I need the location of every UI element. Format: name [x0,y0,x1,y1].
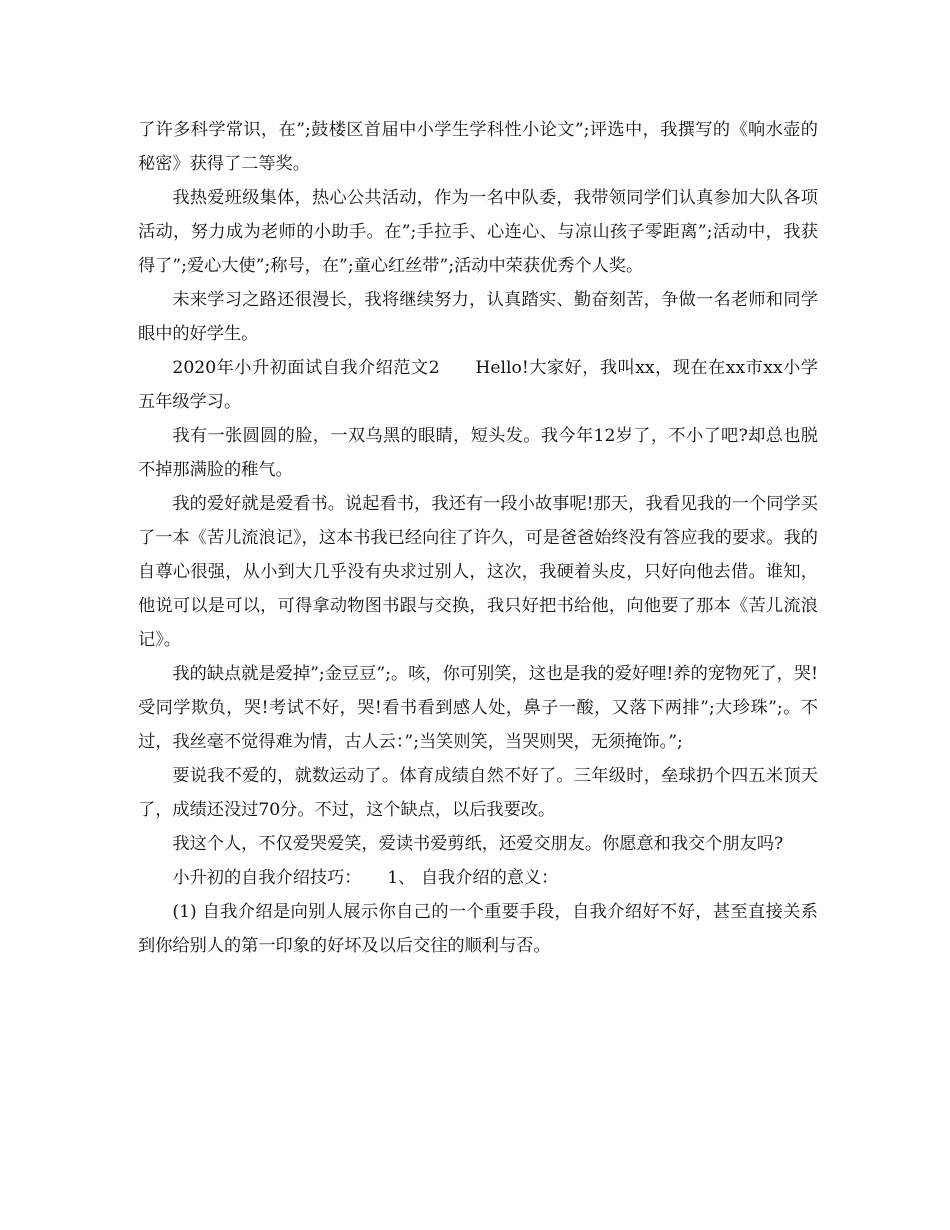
paragraph-hobby-reading: 我的爱好就是爱看书。说起看书，我还有一段小故事呢!那天，我看见我的一个同学买了一本《苦儿流浪记》，这本书我已经向往了许久，可是爸爸始终没有答应我的要求。我的自尊心很强，从小到大几乎没有央求过别人，这次，我硬着头皮，只好向他去借。谁知，他说可以是可以，可得拿动物图书跟与交换，我只好把书给他，向他要了那本《苦儿流浪记》。 [138,494,818,650]
paragraph-dislike-sports: 要说我不爱的，就数运动了。体育成绩自然不好了。三年级时，垒球扔个四五米顶天了，成绩还没过70分。不过，这个缺点，以后我要改。 [138,766,818,820]
paragraph-tip-1: (1) 自我介绍是向别人展示你自己的一个重要手段，自我介绍好不好，甚至直接关系到你给别人的第一印象的好坏及以后交往的顺利与否。 [138,902,818,956]
paragraph-class-activities: 我热爱班级集体，热心公共活动，作为一名中队委，我带领同学们认真参加大队各项活动，努力成为老师的小助手。在”;手拉手、心连心、与凉山孩子零距离”;活动中，我获得了”;爱心大使”;称号，在”;童心红丝带”;活动中荣获优秀个人奖。 [138,188,818,276]
paragraph-appearance: 我有一张圆圆的脸，一双乌黑的眼睛，短头发。我今年12岁了，不小了吧?却总也脱不掉那满脸的稚气。 [138,426,818,480]
paragraph-future-study: 未来学习之路还很漫长，我将继续努力，认真踏实、勤奋刻苦，争做一名老师和同学眼中的好学生。 [138,290,818,344]
paragraph-shortcoming-crying: 我的缺点就是爱掉”;金豆豆”;。咳，你可别笑，这也是我的爱好哩!养的宠物死了，哭!受同学欺负，哭!考试不好，哭!看书看到感人处，鼻子一酸，又落下两排”;大珍珠”;。不过，我丝毫不觉得难为情，古人云：”;当笑则笑，当哭则哭，无须掩饰。”; [138,664,818,752]
document-body [138,113,818,963]
paragraph-sample-2-heading: 2020年小升初面试自我介绍范文2 Hello!大家好，我叫xx，现在在xx市xx小学五年级学习。 [138,358,818,412]
paragraph-tips-heading: 小升初的自我介绍技巧： 1、 自我介绍的意义： [172,868,559,888]
paragraph-make-friends: 我这个人，不仅爱哭爱笑，爱读书爱剪纸，还爱交朋友。你愿意和我交个朋友吗? [172,834,784,854]
paragraph-continuation: 了许多科学常识，在”;鼓楼区首届中小学生学科性小论文”;评选中，我撰写的《响水壶的秘密》获得了二等奖。 [138,120,818,174]
